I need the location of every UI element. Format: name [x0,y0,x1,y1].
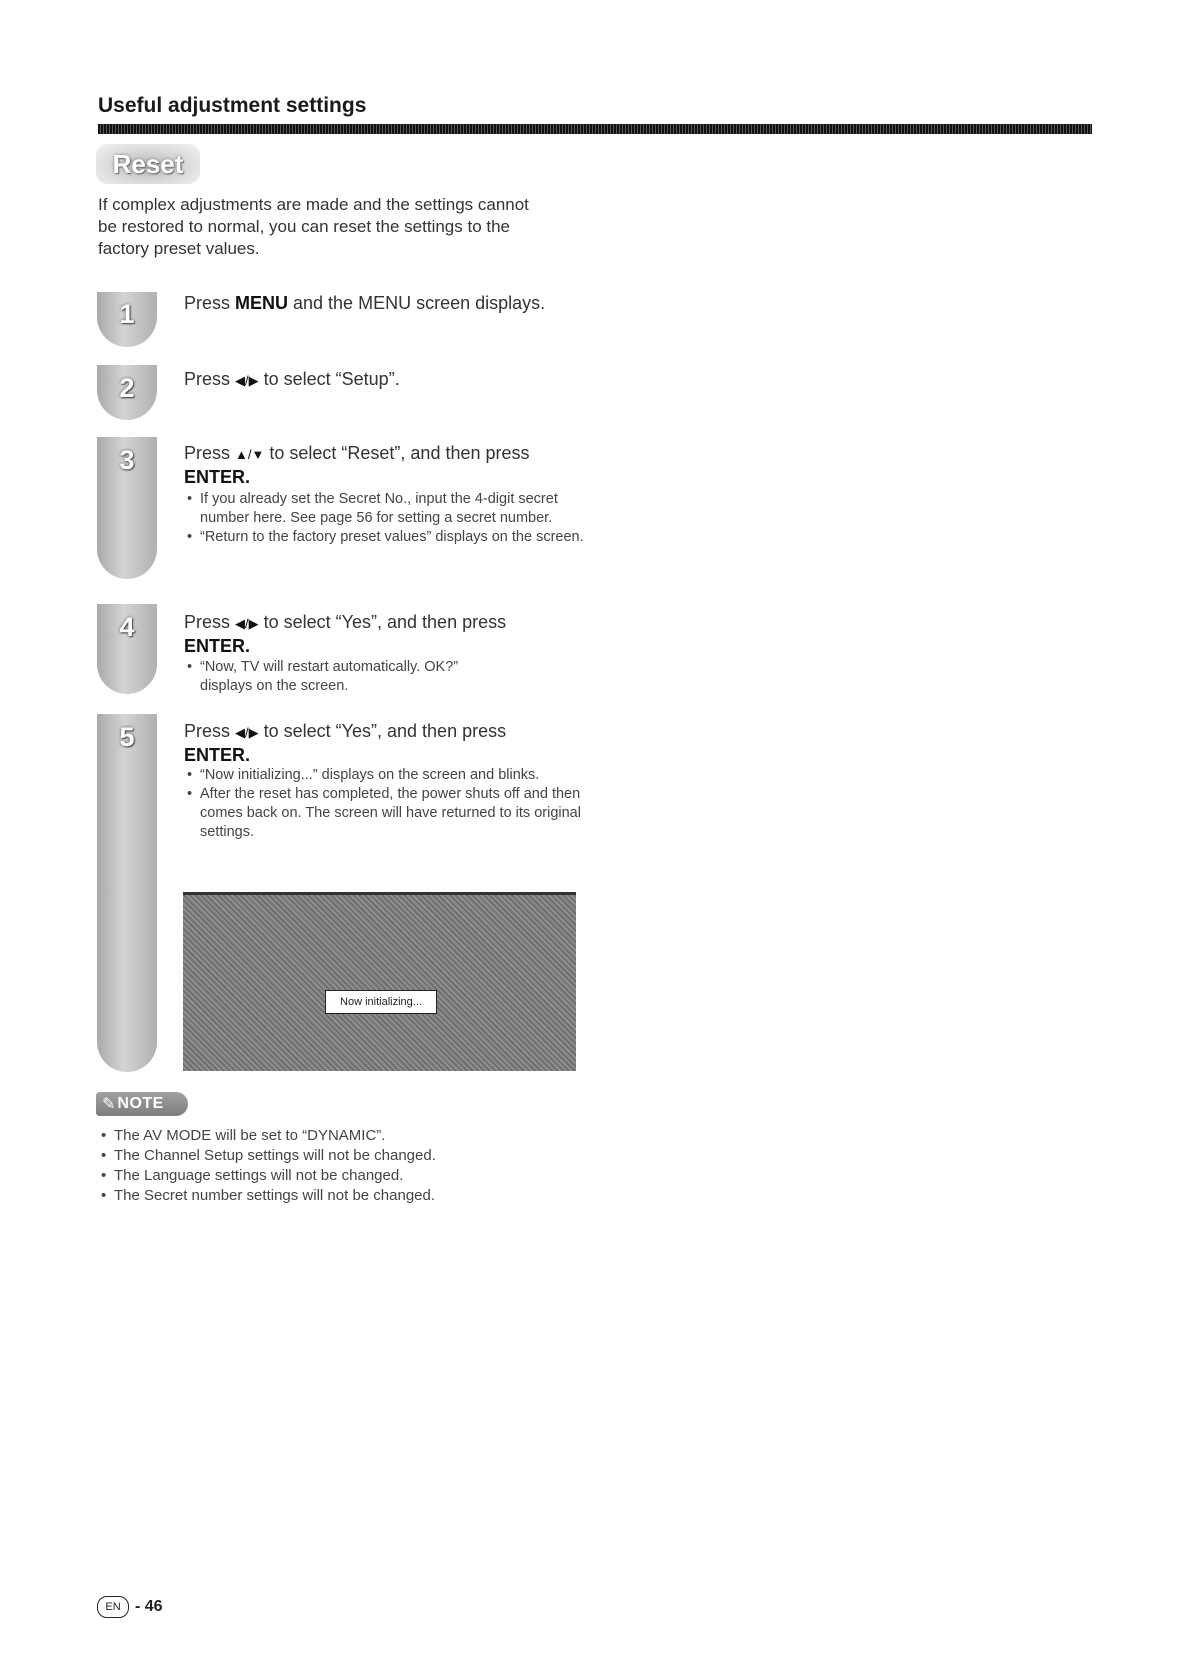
tv-screen-illustration [183,892,576,1071]
page-number-text: - 46 [135,1598,163,1615]
list-item: • The AV MODE will be set to “DYNAMIC”. [98,1126,698,1146]
list-item: • “Now initializing...” displays on the screen and blinks. [184,766,584,785]
note-label: NOTE [117,1095,164,1112]
enter-key: ENTER. [184,467,251,487]
page-number [97,1596,163,1618]
reset-badge-label: Reset [112,148,184,179]
step-4-bullets [184,658,504,696]
page-title: Useful adjustment settings [98,94,367,117]
step-3-text: Press ▲/▼ to select “Reset”, and then press ENTER. [184,442,584,488]
step-3-number: 3 [119,445,135,475]
step-5-graphic [97,714,157,1072]
step-5-bullets [184,766,584,842]
step-5-text: Press ◀/▶ to select “Yes”, and then press ENTER. [184,720,584,766]
left-right-arrows-icon: ◀/▶ [235,616,259,631]
list-item: • After the reset has completed, the power shuts off and then comes back on. The screen will have returned to its original settings. [184,785,584,842]
title-rule [98,124,1092,134]
list-item: • The Secret number settings will not be changed. [98,1186,698,1206]
list-item: • The Channel Setup settings will not be changed. [98,1146,698,1166]
note-badge [96,1092,188,1116]
enter-key: ENTER. [184,745,251,765]
left-right-arrows-icon: ◀/▶ [235,373,259,388]
step-2-number: 2 [119,373,135,403]
step-1-number: 1 [119,299,135,329]
enter-key: ENTER. [184,636,251,656]
intro-text: If complex adjustments are made and the settings cannot be restored to normal, you can reset the settings to the factory preset values. [98,195,529,258]
list-item: • If you already set the Secret No., input the 4-digit secret number here. See page 56 for setting a secret number. [184,490,584,528]
reset-badge [96,144,200,184]
step-5-number: 5 [119,722,135,752]
language-mark-icon: EN [97,1596,129,1618]
step-2-text: Press ◀/▶ to select “Setup”. [184,369,400,389]
step-4-number: 4 [119,612,135,642]
list-item: • “Now, TV will restart automatically. OK?” displays on the screen. [184,658,504,696]
initializing-message: Now initializing... [325,990,437,1014]
menu-key: MENU [235,293,289,313]
pencil-icon: ✎ [102,1096,116,1113]
step-1-text: Press MENU and the MENU screen displays. [184,293,546,313]
left-right-arrows-icon: ◀/▶ [235,725,259,740]
note-list [98,1126,698,1206]
step-4-text: Press ◀/▶ to select “Yes”, and then press ENTER. [184,611,584,657]
step-3-bullets [184,490,584,547]
list-item: • The Language settings will not be changed. [98,1166,698,1186]
list-item: • “Return to the factory preset values” displays on the screen. [184,528,584,547]
up-down-arrows-icon: ▲/▼ [235,447,265,462]
